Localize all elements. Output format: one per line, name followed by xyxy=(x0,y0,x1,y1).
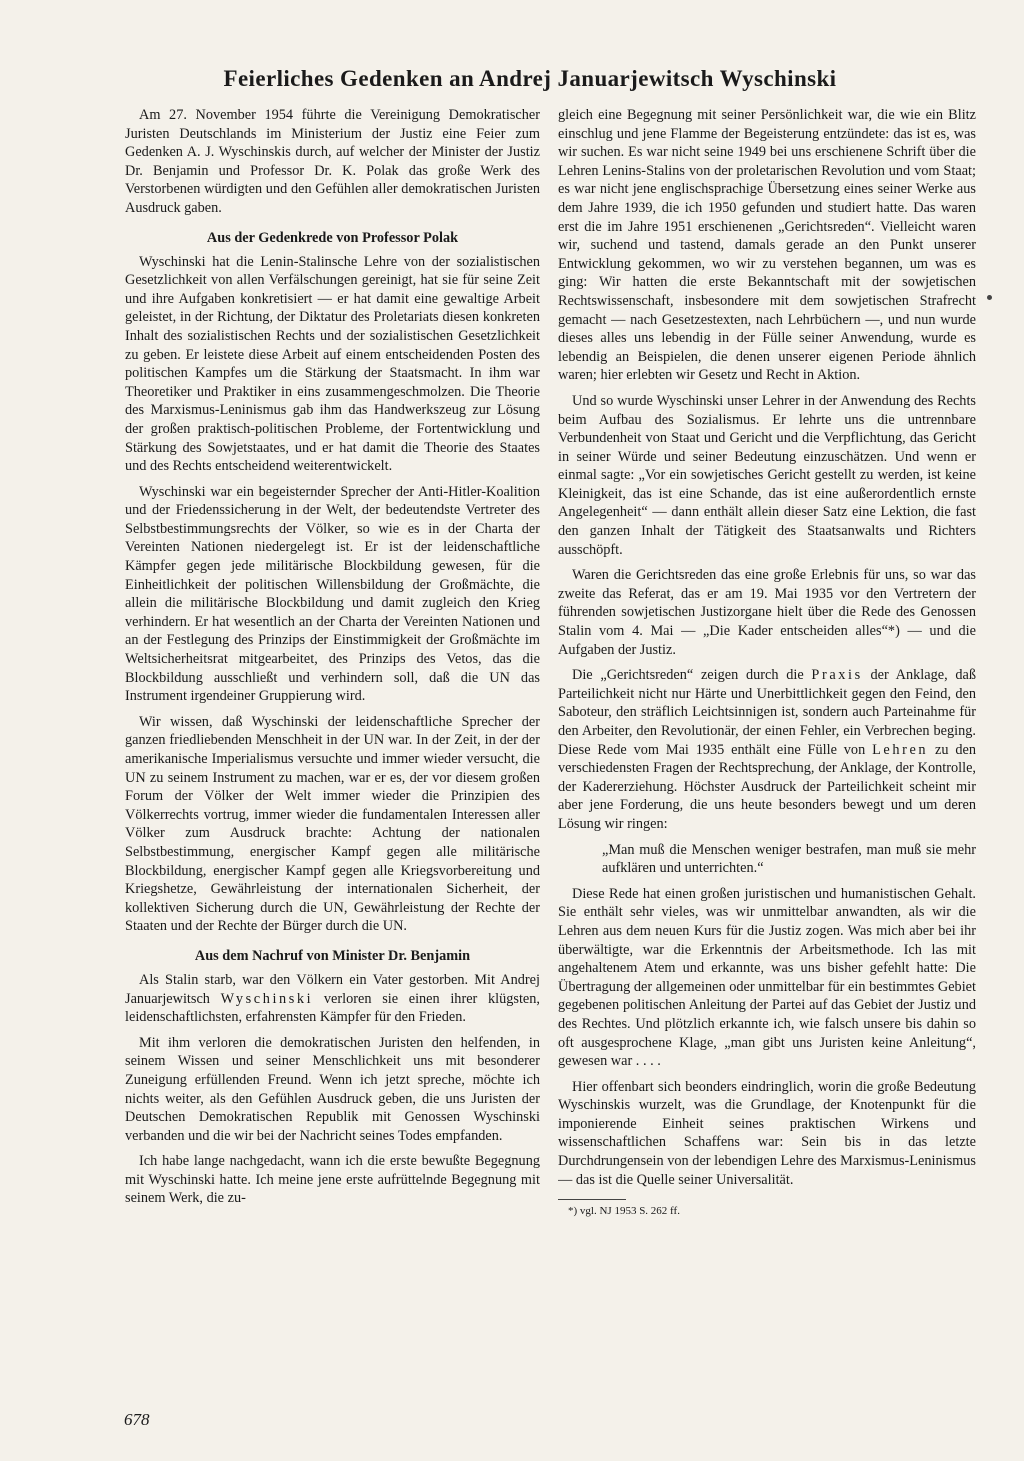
left-column xyxy=(125,106,540,1406)
paragraph-continued: gleich eine Begegnung mit seiner Persönlichkeit war, die wie ein Blitz einschlug und jene Flamme der Begeisterung entzündete: das ist es, was wir suchen. Es war nicht seine 1949 bei uns erschienene Schrift über die Lehren Lenins-Stalins von der proletarischen Revolution und vom Staat; es war nicht jene englischsprachige Übersetzung eines seiner Werke aus dem Jahre 1939, die ich 1950 gefunden und studiert hatte. Das waren erst die im Jahre 1951 erschienenen „Gerichtsreden“. Vielleicht waren wir, suchend und tastend, damals gerade an den Punkt unserer Entwicklung gekommen, wo wir zu verstehen begannen, um was es ging: Wir hatten die erste Bekanntschaft mit der sowjetischen Rechtswissenschaft, insbesondere mit dem sowjetischen Strafrecht gemacht — nach Gesetzestexten, nach Lehrbüchern —, und nun wurde dieses alles uns lebendig in der Fülle seiner Anwendung, wurde es lebendig an Beispielen, die denen unserer eigenen Periode ähnlich waren; hier erlebten wir Gesetz und Recht in Aktion. xyxy=(558,107,976,384)
paragraph: Mit ihm verloren die demokratischen Juristen den helfenden, in seinem Wissen und seiner Menschlichkeit uns mit besonderer Zuneigung erfüllenden Freund. Wenn ich jetzt spreche, möchte ich nichts weiter, als den Gefühlen Ausdruck geben, die uns Juristen der Deutschen Demokratischen Republik mit Genossen Wyschinski verbanden und die wir bei der Nachricht seines Todes empfanden. xyxy=(125,1034,540,1144)
paragraph: Waren die Gerichtsreden das eine große Erlebnis für uns, so war das zweite das Referat, das er am 19. Mai 1935 vor den Vertretern der führenden sowjetischen Justizorgane hielt über die Rede des Genossen Stalin vom 4. Mai — „Die Kader entscheiden alles“*) — und die Aufgaben der Justiz. xyxy=(558,567,976,658)
paragraph: Wyschinski hat die Lenin-Stalinsche Lehre von der sozialistischen Gesetzlichkeit von allen Verfälschungen gereinigt, hat sie für seine Zeit und ihre Aufgaben konkretisiert — er hat damit eine gewaltige Arbeit geleistet, in der Richtung, der Diktatur des Proletariats diesen konkreten Inhalt des sozialistischen Rechts und der sozialistischen Gesetzlichkeit zu geben. Er leistete diese Arbeit auf einem entscheidenden Posten des politischen Kampfes um die Stärkung der Staatsmacht. In ihm war Theoretiker und Praktiker in eins zusammengeschmolzen. Die Theorie des Marxismus-Leninismus gab ihm das Handwerkszeug zur Lösung der großen praktisch-politischen Probleme, der Fortentwicklung und Stärkung des Sowjetstaates, und er hat damit die Theorie des Staates und des Rechts entscheidend weiterentwickelt. xyxy=(125,253,540,475)
spaced-word: Lehren xyxy=(872,741,929,758)
block-quote: „Man muß die Menschen weniger bestrafen, man muß sie mehr aufklären und unterrichten.“ xyxy=(602,841,976,877)
spaced-word: Praxis xyxy=(811,667,863,684)
spaced-name: Wyschinski xyxy=(220,990,314,1007)
margin-dot xyxy=(987,295,992,300)
text-run: der Anklage, daß Parteilichkeit nicht nur Härte und Unerbittlichkeit gegen den Feind, den Saboteur, den sträflich Leichtsinnigen ist, sondern auch Parteinahme für den Arbeiter, den Revolutionär, der einen Fehler, ein Verbrechen beging. Diese Rede vom Mai 1935 enthält eine Fülle von xyxy=(558,667,976,758)
intro-paragraph: Am 27. November 1954 führte die Vereinigung Demokratischer Juristen Deutschlands im Ministerium der Justiz eine Feier zum Gedenken A. J. Wyschinskis durch, auf welcher der Minister der Justiz Dr. Benjamin und Professor Dr. K. Polak das große Werk des Verstorbenen würdigten und den Gefühlen aller demokratischen Juristen Ausdruck gaben. xyxy=(125,107,540,216)
right-column xyxy=(558,106,976,1406)
paragraph: Wir wissen, daß Wyschinski der leidenschaftliche Sprecher der ganzen friedliebenden Menschheit in der UN war. In der Zeit, in der der amerikanische Imperialismus versuchte und immer wieder versucht, die UN zu seinem Instrument zu machen, war er es, der vor diesem großen Forum der Völker der Welt immer wieder die Prinzipien des Völkerrechts vortrug, immer wieder die fundamentalen Interessen aller Völker zum Ausdruck brachte: Achtung der nationalen Selbstbestimmung, energischer Kampf gegen alle militärische Blockbildung, energischer Kampf gegen alle Kriegsvorbereitung und Kriegshetze, Gewährleistung der internationalen Sicherheit, der kollektiven Sicherung durch die UN, Gewährleistung der Rechte der Staaten und der Rechte der Bürger durch die UN. xyxy=(125,713,540,935)
footnote-divider xyxy=(558,1199,626,1200)
paragraph: Hier offenbart sich beonders eindringlich, worin die große Bedeutung Wyschinskis wurzelt, was die Grundlage, der Knotenpunkt für die imponierende Einheit seines praktischen Wirkens und wissenschaftlichen Schaffens war: Sein bis in das letzte Durchdrungensein von der lebendigen Lehre des Marxismus-Leninismus — das ist die Quelle seiner Universalität. xyxy=(558,1078,976,1188)
section-heading-polak: Aus der Gedenkrede von Professor Polak xyxy=(206,229,459,246)
footnote: *) vgl. NJ 1953 S. 262 ff. xyxy=(568,1205,680,1218)
paragraph: Ich habe lange nachgedacht, wann ich die erste bewußte Begegnung mit Wyschinski hatte. Ich meine jene erste aufrüttelnde Begegnung mit seinem Werk, die zu- xyxy=(125,1153,540,1207)
paragraph xyxy=(558,666,976,833)
text-run: Als Stalin starb, war den Völkern ein Vater gestorben. Mit Andrej Januarjewitsch xyxy=(125,971,540,1007)
paragraph: Diese Rede hat einen großen juristischen und humanistischen Gehalt. Sie enthält sehr vieles, was wir unmittelbar anwandten, als wir die Lehren aus dem neuen Kurs für die Justiz zogen. Was mich aber bei ihr überwältigte, war die Erkenntnis der Arbeitsmethode. Ich las mit angehaltenem Atem und erkannte, was uns bisher gefehlt hatte: Die Übertragung der allgemeinen oder unmittelbar für ein bestimmtes Gebiet gegebenen politischen Anleitung der Partei auf das Gebiet der Justiz und des Rechtes. Und plötzlich erkannte ich, wie falsch unsere bis dahin so oft ausgesprochene Klage, „man gibt uns Juristen keine Anleitung“, gewesen war . . . . xyxy=(558,885,976,1070)
paragraph xyxy=(125,971,540,1027)
paragraph: Und so wurde Wyschinski unser Lehrer in der Anwendung des Rechts beim Aufbau des Sozialismus. Er lehrte uns die untrennbare Verbundenheit von Staat und Gericht und die Verpflichtung, das Gericht in seiner Würde und seiner Bedeutung einzuschätzen. Und wenn er einmal sagte: „Vor ein sowjetisches Gericht gestellt zu werden, ist keine Kleinigkeit, das ist eine Schande, das ist eine außerordentlich ernste Angelegenheit“ — dann enthält allein dieser Satz eine Lektion, die fast den ganzen Inhalt der Tätigkeit des Staatsanwalts und Richters ausschöpft. xyxy=(558,392,976,558)
text-run: Die „Gerichtsreden“ zeigen durch die xyxy=(572,667,812,684)
article-title: Feierliches Gedenken an Andrej Januarjewitsch Wyschinski xyxy=(223,66,837,91)
page-number: 678 xyxy=(124,1410,150,1429)
text-run: zu den verschiedensten Fragen der Rechtsprechung, der Anklage, der Kontrolle, der Kadererziehung. Höchster Ausdruck der Parteilichkeit scheint mir aber jene Forderung, die uns heute besonders bewegt und um deren Lösung wir ringen: xyxy=(558,741,976,832)
text-run: verloren sie einen ihrer klügsten, leidenschaftlichsten, erfahrensten Kämpfer für den Frieden. xyxy=(125,990,540,1026)
section-heading-benjamin: Aus dem Nachruf von Minister Dr. Benjamin xyxy=(194,947,471,964)
paragraph: Wyschinski war ein begeisternder Sprecher der Anti-Hitler-Koalition und der Friedenssicherung in der Welt, der bedeutendste Vertreter des Selbstbestimmungsrechts der Völker, so wie es in der Charta der Vereinten Nationen niedergelegt ist. Er ist der leidenschaftliche Kämpfer gegen jede militärische Blockbildung gewesen, für die Einheitlichkeit der politischen Willensbildung der Großmächte, die allein die militärische Blockbildung und damit zugleich den Krieg verhindern. Er hat wesentlich an der Charta der Vereinten Nationen und an der Festlegung des Prinzips der Einstimmigkeit der Großmächte im Weltsicherheitsrat mitgearbeitet, des Prinzips des Vetos, das die Blockbildung ausschließt und verhindern soll, daß die UN das Instrument irgendeiner Gruppierung wird. xyxy=(125,483,540,705)
